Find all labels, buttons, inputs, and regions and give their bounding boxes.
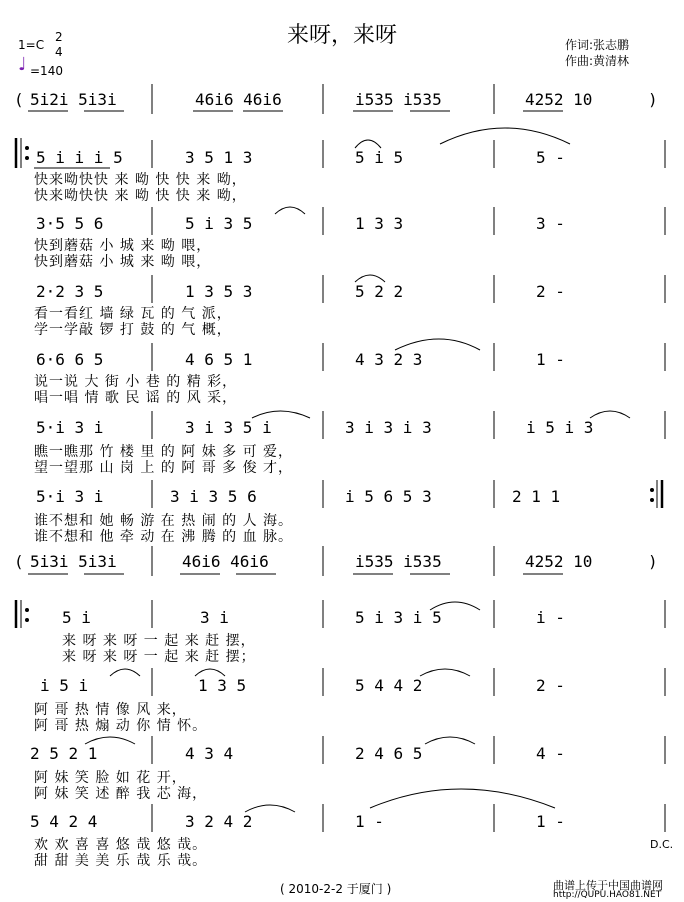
measure: i - <box>536 608 565 627</box>
tempo-mark: =140 <box>30 64 63 78</box>
composition-date: ( 2010-2-2 于厦门 ) <box>280 882 392 896</box>
measure: 5 2 2 <box>355 282 404 301</box>
measure: 4 3 2 3 <box>355 350 423 369</box>
measure: 4 - <box>536 744 565 763</box>
intro-open-paren: ( <box>14 90 24 109</box>
measure: 5 i <box>62 608 91 627</box>
measure: 1 3 3 <box>355 214 404 233</box>
interlude-measure-3: i535 i535 <box>355 552 442 571</box>
measure: 2·2 3 5 <box>36 282 104 301</box>
intro-close-paren: ) <box>648 90 658 109</box>
meter-top: 2 <box>55 30 63 44</box>
lyric-line-1: 阿 妹 笑 脸 如 花 开， <box>34 770 187 786</box>
lyric-line-2: 望一望那 山 岗 上 的 阿 哥 多 俊 才， <box>34 460 294 476</box>
measure: 1 3 5 <box>198 676 247 695</box>
lyric-line-1: 说一说 大 街 小 巷 的 精 彩， <box>34 374 238 390</box>
measure: 2 - <box>536 282 565 301</box>
lyric-line-2: 快到蘑菇 小 城 来 呦 喂， <box>34 254 212 270</box>
lyric-line-2: 唱一唱 情 歌 民 谣 的 风 采， <box>34 390 238 406</box>
lyric-line-2: 来 呀 来 呀 一 起 来 赶 摆； <box>62 649 256 665</box>
measure: 1 - <box>536 812 565 831</box>
measure: 3 - <box>536 214 565 233</box>
measure: 4 6 5 1 <box>185 350 253 369</box>
measure: 5 i 3 i 5 <box>355 608 442 627</box>
intro-measure-1: 5i2i 5i3i <box>30 90 117 109</box>
lyric-line-1: 看一看红 墙 绿 瓦 的 气 派， <box>34 306 232 322</box>
interlude-measure-1: 5i3i 5i3i <box>30 552 117 571</box>
lyric-line-2: 学一学敲 锣 打 鼓 的 气 概， <box>34 322 232 338</box>
meter-bottom: 4 <box>55 45 63 59</box>
lyric-line-2: 阿 妹 笑 述 醉 我 芯 海， <box>34 786 208 802</box>
measure: 3 5 1 3 <box>185 148 253 167</box>
measure: 5 4 2 4 <box>30 812 98 831</box>
lyric-line-1: 欢 欢 喜 喜 悠 哉 悠 哉。 <box>34 837 208 853</box>
source-credit: 曲谱上传于中国曲谱网 <box>553 879 663 892</box>
measure: 3 i 3 i 3 <box>345 418 432 437</box>
measure: 4 3 4 <box>185 744 234 763</box>
interlude-close-paren: ) <box>648 552 658 571</box>
measure: 5 i i i 5 <box>36 148 123 167</box>
measure: 5·i 3 i <box>36 418 104 437</box>
da-capo-mark: D.C. <box>650 838 674 851</box>
measure: 5·i 3 i <box>36 487 104 506</box>
measure: 1 - <box>355 812 384 831</box>
quarter-note-icon: ♩ <box>18 54 27 75</box>
measure: 6·6 6 5 <box>36 350 104 369</box>
intro-measure-2: 46i6 46i6 <box>195 90 282 109</box>
song-title: 来呀，来呀 <box>286 23 397 48</box>
key-signature: 1=C <box>18 38 45 52</box>
lyricist: 作词:张志鹏 <box>565 38 630 52</box>
measure: 3 2 4 2 <box>185 812 253 831</box>
measure: 1 - <box>536 350 565 369</box>
intro-measure-3: i535 i535 <box>355 90 442 109</box>
lyric-line-1: 瞧一瞧那 竹 楼 里 的 阿 妹 多 可 爱， <box>34 444 294 460</box>
lyric-line-2: 甜 甜 美 美 乐 哉 乐 哉。 <box>34 853 208 869</box>
measure: 5 - <box>536 148 565 167</box>
lyric-line-1: 来 呀 来 呀 一 起 来 赶 摆， <box>62 633 256 649</box>
measure: i 5 6 5 3 <box>345 487 432 506</box>
measure: 5 i 5 <box>355 148 404 167</box>
measure: 3 i <box>200 608 229 627</box>
measure: 2 - <box>536 676 565 695</box>
measure: i 5 i 3 <box>526 418 594 437</box>
lyric-line-1: 快来呦快快 来 呦 快 快 来 呦， <box>34 172 247 188</box>
interlude-measure-2: 46i6 46i6 <box>182 552 269 571</box>
interlude-open-paren: ( <box>14 552 24 571</box>
lyric-line-2: 谁不想和 他 牵 动 在 沸 腾 的 血 脉。 <box>34 529 294 545</box>
lyric-line-2: 阿 哥 热 煽 动 你 情 怀。 <box>34 718 208 734</box>
measure: 5 i 3 5 <box>185 214 253 233</box>
measure: 2 4 6 5 <box>355 744 423 763</box>
measure: 1 3 5 3 <box>185 282 253 301</box>
measure: 5 4 4 2 <box>355 676 423 695</box>
lyric-line-1: 快到蘑菇 小 城 来 呦 喂， <box>34 238 212 254</box>
source-url: http://QUPU.HAO81.NET <box>553 890 662 900</box>
composer: 作曲:黄清林 <box>565 54 630 68</box>
lyric-line-1: 谁不想和 她 畅 游 在 热 闹 的 人 海。 <box>34 513 294 529</box>
measure: 3·5 5 6 <box>36 214 104 233</box>
measure: 3 i 3 5 i <box>185 418 272 437</box>
measure: 2 1 1 <box>512 487 561 506</box>
measure: 2 5 2 1 <box>30 744 98 763</box>
measure: i 5 i <box>40 676 89 695</box>
lyric-line-2: 快来呦快快 来 呦 快 快 来 呦， <box>34 188 247 204</box>
measure: 3 i 3 5 6 <box>170 487 257 506</box>
interlude-measure-4: 4252 10 <box>525 552 593 571</box>
intro-measure-4: 4252 10 <box>525 90 593 109</box>
lyric-line-1: 阿 哥 热 情 像 风 来， <box>34 702 187 718</box>
